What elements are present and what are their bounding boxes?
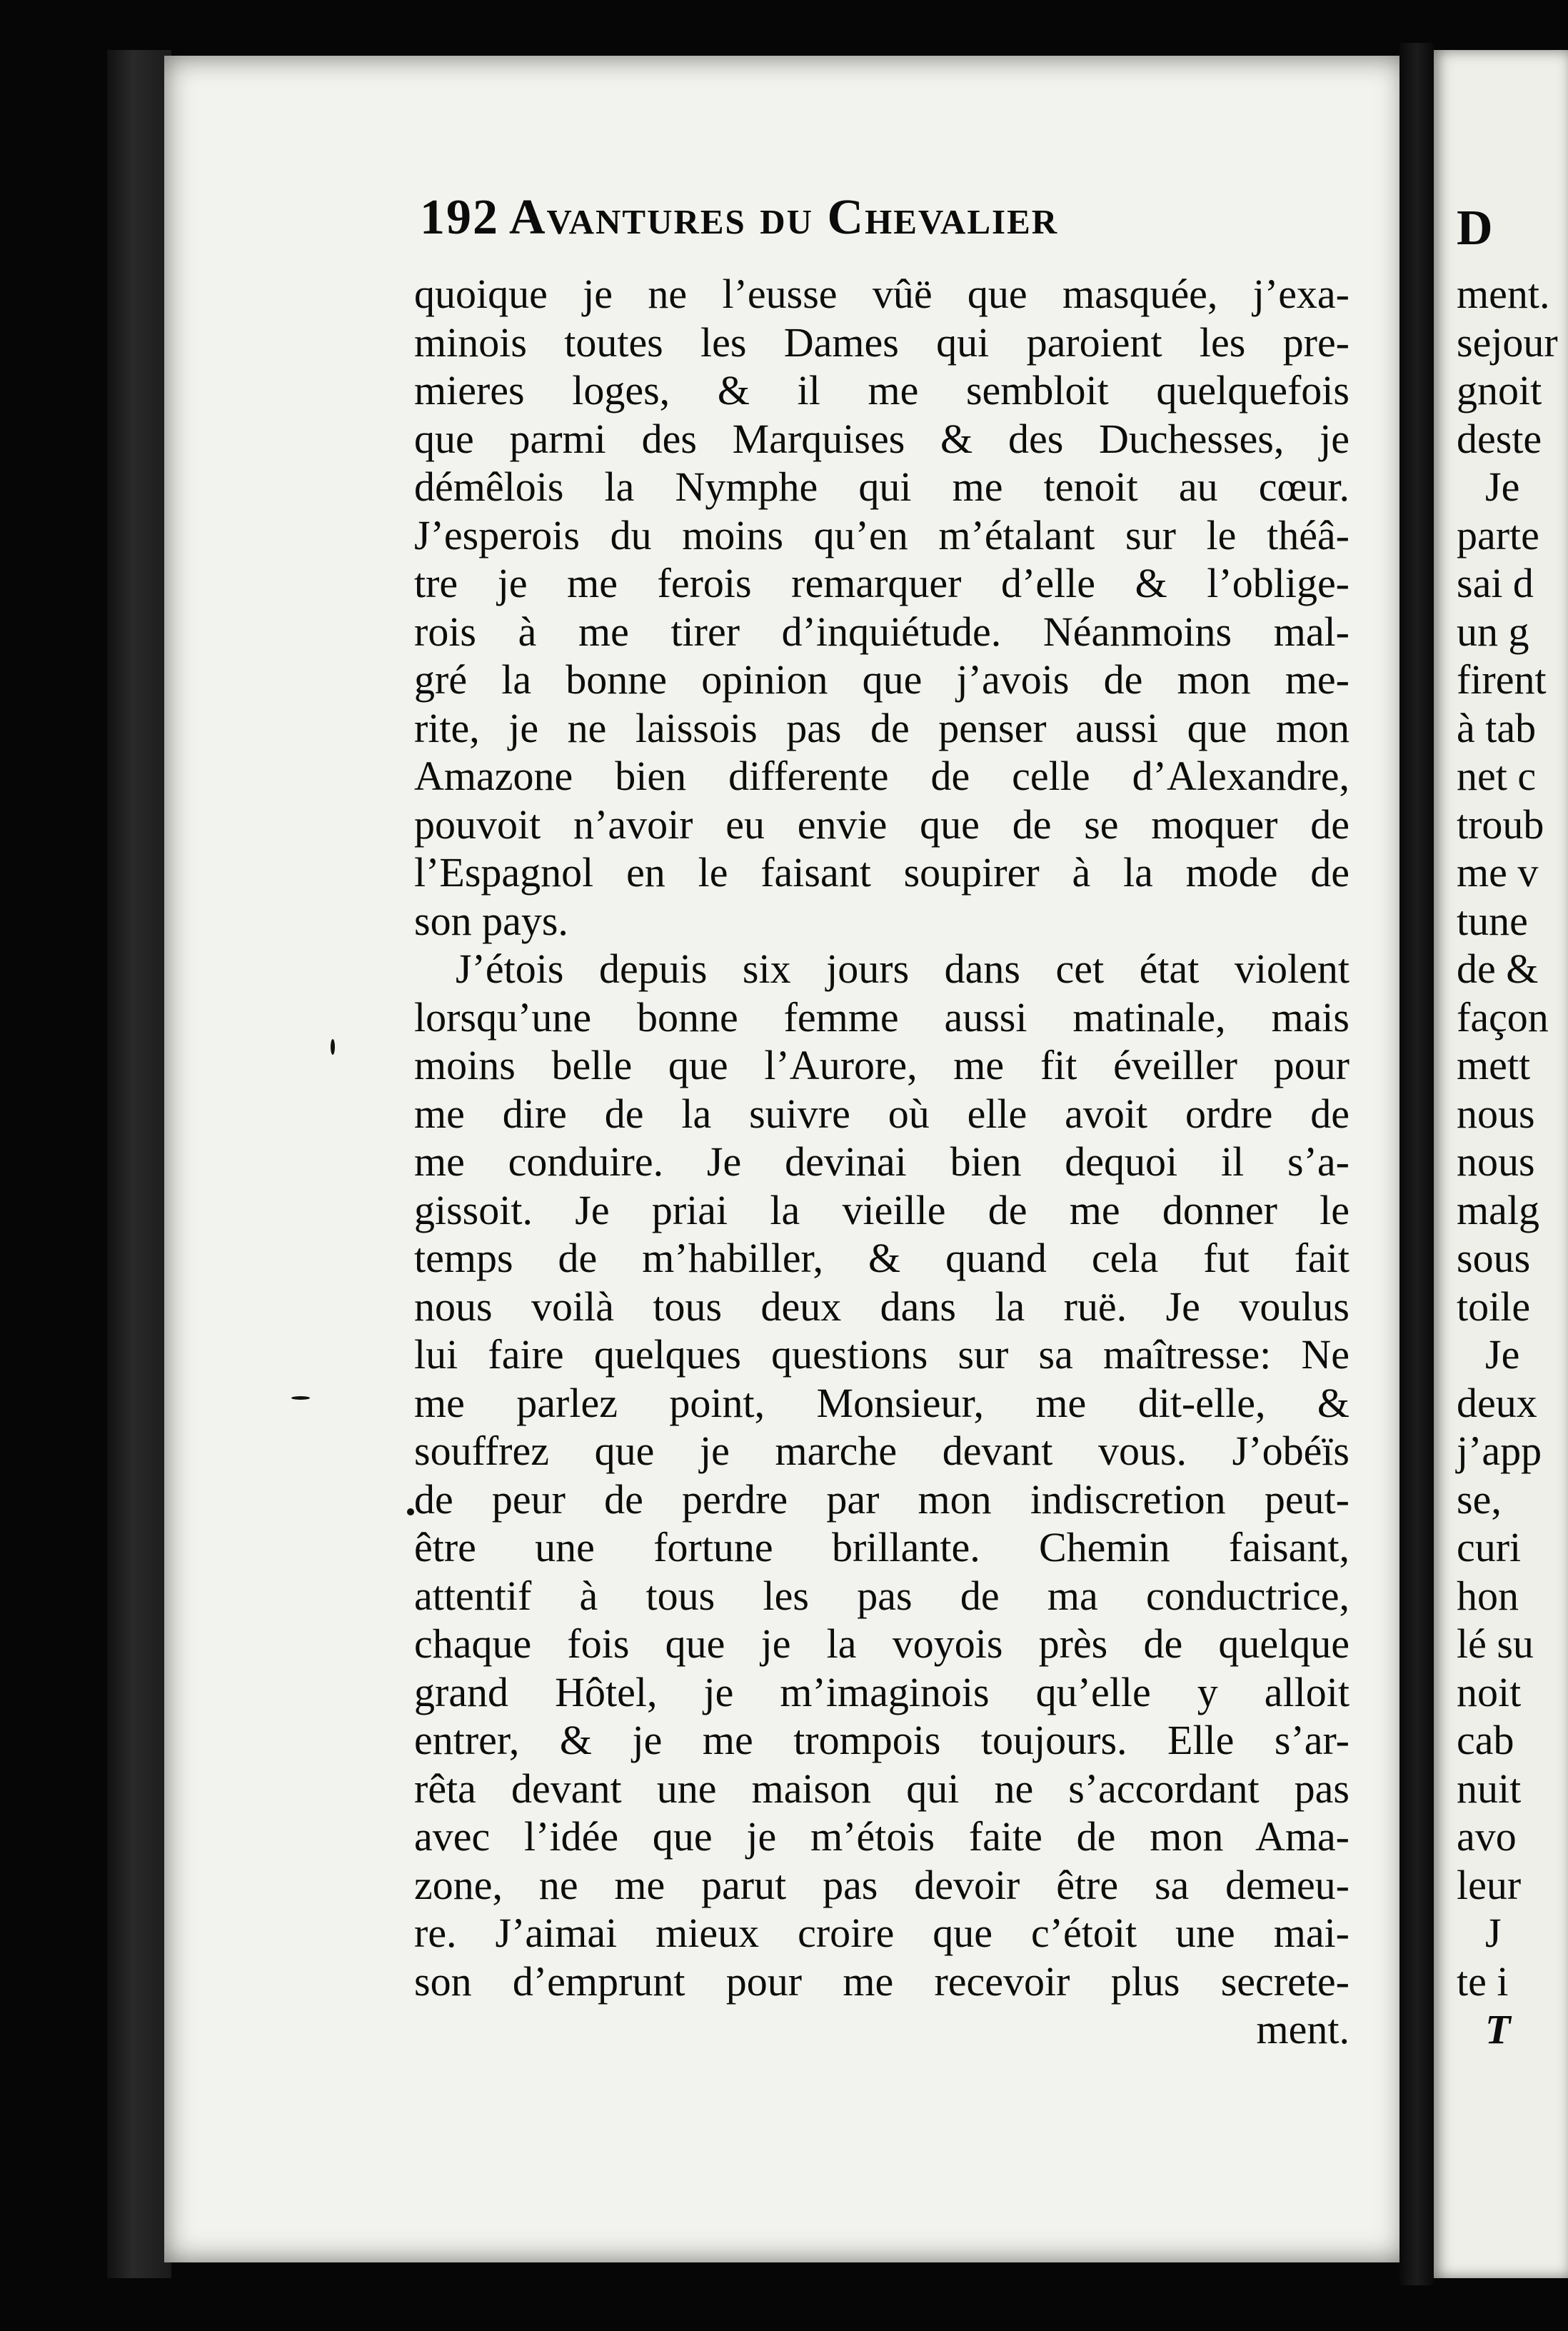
facing-line: sous	[1457, 1235, 1531, 1281]
text-line: entrer, & je me trompois toujours. Elle s’ar-	[414, 1717, 1350, 1763]
text-line: être une fortune brillante. Chemin faisant,	[414, 1524, 1350, 1570]
facing-line: Je	[1485, 1331, 1520, 1378]
text-line: lui faire quelques questions sur sa maîtresse: Ne	[414, 1331, 1350, 1378]
text-line: rois à me tirer d’inquiétude. Néanmoins mal-	[414, 608, 1350, 655]
scan-artifact	[331, 1039, 335, 1055]
text-line: démêlois la Nymphe qui me tenoit au cœur.	[414, 463, 1350, 510]
text-line: chaque fois que je la voyois près de quelque	[414, 1620, 1350, 1667]
text-line: de peur de perdre par mon indiscretion peut-	[414, 1475, 1350, 1523]
text-line: rêta devant une maison qui ne s’accordant pas	[414, 1765, 1350, 1812]
text-line: J’esperois du moins qu’en m’étalant sur le théâ-	[414, 511, 1350, 558]
scan-artifact	[407, 1508, 414, 1515]
facing-line: j’app	[1457, 1428, 1542, 1474]
text-line: l’Espagnol en le faisant soupirer à la mode de	[414, 849, 1350, 896]
facing-line: avo	[1457, 1813, 1517, 1860]
text-line: avec l’idée que je m’étois faite de mon Ama-	[414, 1813, 1350, 1860]
facing-line: deux	[1457, 1379, 1537, 1426]
facing-line: firent	[1457, 656, 1547, 703]
text-line: me conduire. Je devinai bien dequoi il s’a-	[414, 1138, 1350, 1185]
facing-line: leur	[1457, 1861, 1522, 1908]
facing-line: cab	[1457, 1717, 1514, 1763]
text-line: temps de m’habiller, & quand cela fut fait	[414, 1235, 1350, 1281]
text-line: que parmi des Marquises & des Duchesses, je	[414, 415, 1350, 462]
text-line: rite, je ne laissois pas de penser aussi que mon	[414, 704, 1350, 751]
text-line: moins belle que l’Aurore, me fit éveiller pour	[414, 1042, 1350, 1088]
facing-line: malg	[1457, 1186, 1539, 1233]
facing-line: net c	[1457, 753, 1537, 799]
film-edge	[107, 50, 171, 2278]
facing-line: de &	[1457, 946, 1539, 992]
text-line: quoique je ne l’eusse vûë que masquée, j’exa-	[414, 271, 1350, 317]
facing-line: un g	[1457, 608, 1529, 655]
facing-line: me v	[1457, 849, 1539, 896]
facing-line: J	[1485, 1910, 1502, 1956]
text-line: zone, ne me parut pas devoir être sa demeu-	[414, 1861, 1350, 1908]
text-line: me parlez point, Monsieur, me dit-elle, &	[414, 1379, 1350, 1426]
facing-line: T	[1485, 2006, 1511, 2052]
facing-line: te i	[1457, 1957, 1509, 2005]
facing-line: mett	[1457, 1042, 1531, 1088]
facing-line: sejour	[1457, 319, 1558, 366]
text-line: gré la bonne opinion que j’avois de mon me-	[414, 656, 1350, 703]
text-line: mieres loges, & il me sembloit quelquefois	[414, 367, 1350, 413]
facing-line: Je	[1485, 463, 1520, 510]
text-line: lorsqu’une bonne femme aussi matinale, mais	[414, 993, 1350, 1041]
facing-line: à tab	[1457, 704, 1537, 751]
facing-line: hon	[1457, 1572, 1519, 1619]
page-body	[414, 270, 1350, 2054]
facing-line: deste	[1457, 415, 1542, 462]
page-number: 192	[420, 190, 499, 245]
text-line: nous voilà tous deux dans la ruë. Je voulus	[414, 1283, 1350, 1330]
text-line: attentif à tous les pas de ma conductrice,	[414, 1572, 1350, 1619]
text-line: Amazone bien differente de celle d’Alexandre,	[414, 753, 1350, 799]
text-line: re. J’aimai mieux croire que c’étoit une mai-	[414, 1910, 1350, 1956]
text-line-catchword: ment.	[1256, 2006, 1350, 2052]
text-line: souffrez que je marche devant vous. J’obéïs	[414, 1428, 1350, 1474]
running-title: Avantures du Chevalier	[509, 190, 1059, 245]
facing-line: nous	[1457, 1138, 1535, 1185]
text-line: pouvoit n’avoir eu envie que de se moquer de	[414, 801, 1350, 848]
text-line: son d’emprunt pour me recevoir plus secrete-	[414, 1957, 1350, 2005]
facing-line: ment.	[1457, 271, 1550, 317]
book-gutter	[1399, 43, 1434, 2285]
facing-line: se,	[1457, 1475, 1502, 1523]
text-line: tre je me ferois remarquer d’elle & l’oblige-	[414, 560, 1350, 606]
facing-line: toile	[1457, 1283, 1531, 1330]
facing-line: façon	[1457, 993, 1549, 1041]
facing-line: parte	[1457, 511, 1539, 558]
facing-line: nous	[1457, 1090, 1535, 1137]
scan-artifact	[291, 1396, 310, 1400]
facing-line: curi	[1457, 1524, 1522, 1570]
text-line: minois toutes les Dames qui paroient les pre-	[414, 319, 1350, 366]
facing-line: gnoit	[1457, 367, 1542, 413]
text-line: grand Hôtel, je m’imaginois qu’elle y alloit	[414, 1668, 1350, 1715]
facing-line: nuit	[1457, 1765, 1522, 1812]
running-header	[420, 189, 1320, 268]
facing-line: noit	[1457, 1668, 1522, 1715]
facing-line: lé su	[1457, 1620, 1534, 1667]
facing-page-fragment	[1457, 189, 1568, 2054]
text-line: son pays.	[414, 897, 568, 944]
facing-line: tune	[1457, 897, 1528, 944]
text-line: me dire de la suivre où elle avoit ordre de	[414, 1090, 1350, 1137]
facing-line: sai d	[1457, 560, 1534, 606]
text-line: gissoit. Je priai la vieille de me donner le	[414, 1186, 1350, 1233]
facing-line: troub	[1457, 801, 1544, 848]
facing-page-header: D	[1457, 201, 1493, 256]
text-line: J’étois depuis six jours dans cet état violent	[456, 946, 1350, 992]
